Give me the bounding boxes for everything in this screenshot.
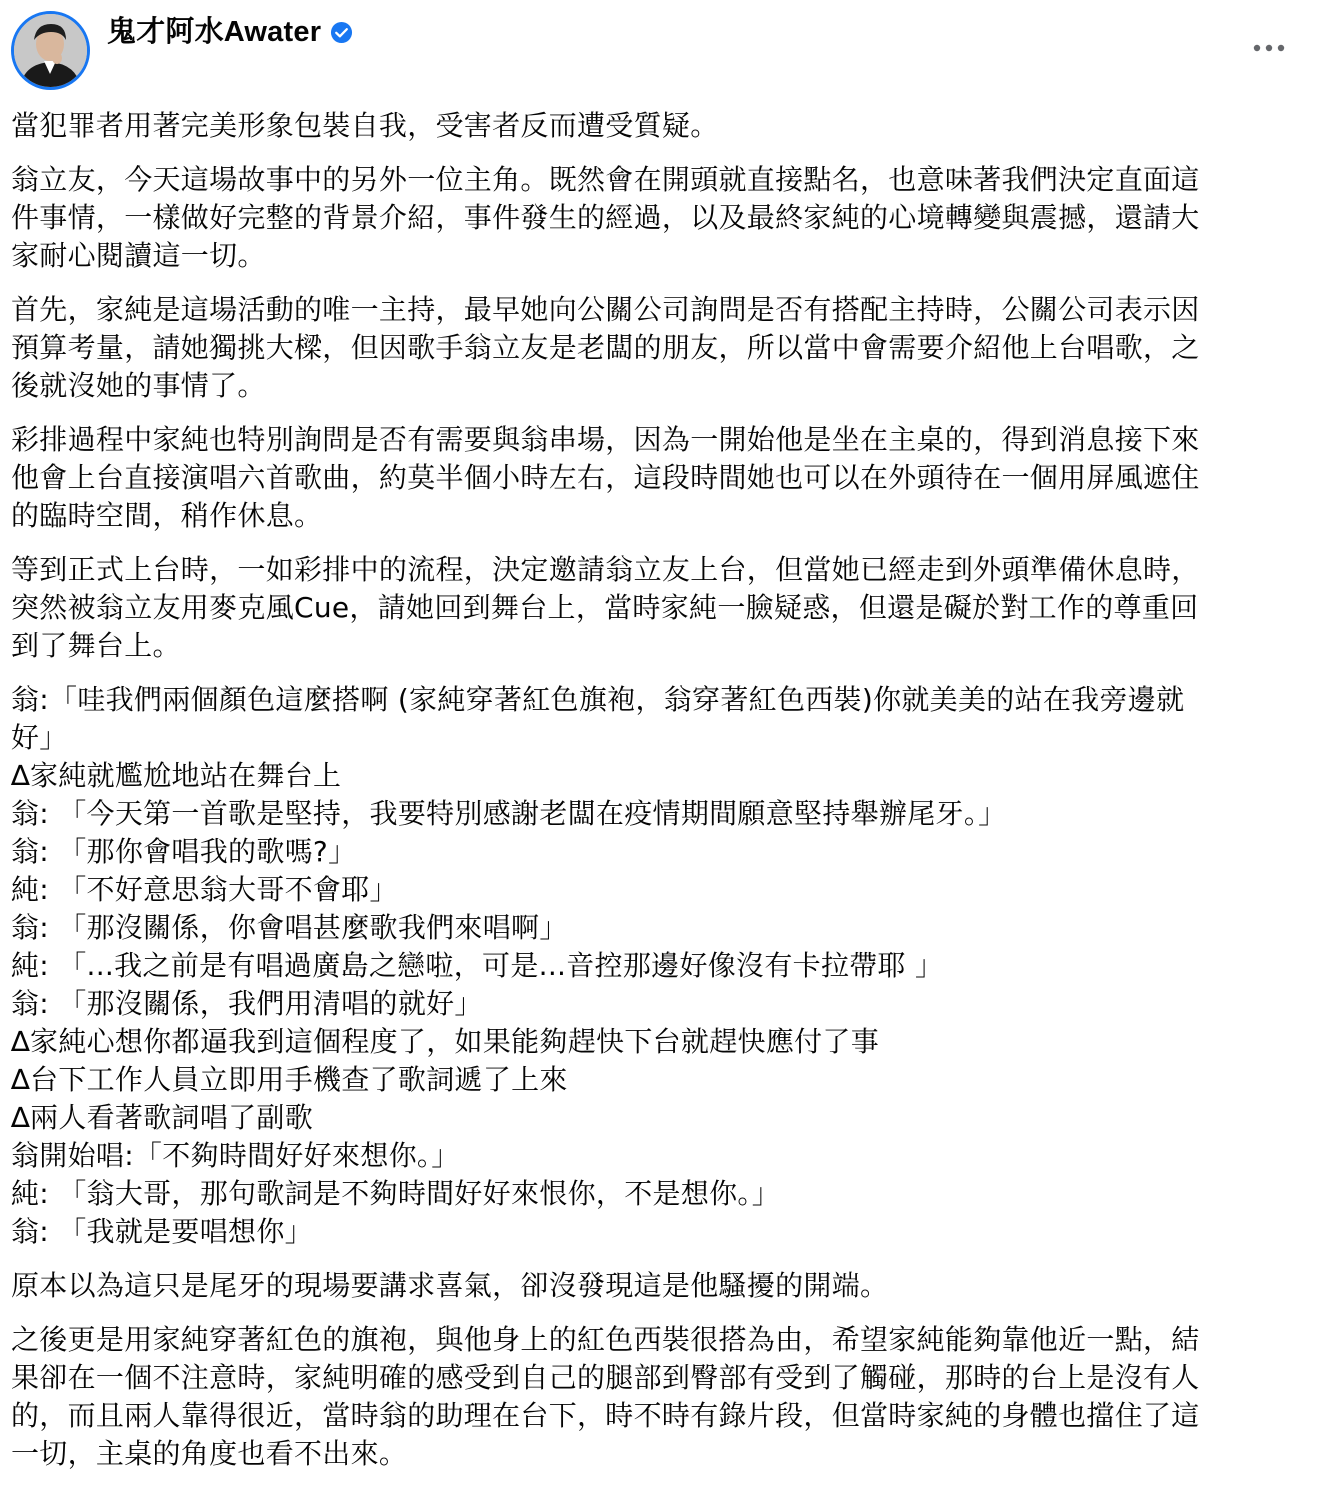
dialogue-line: 翁:「哇我們兩個顏色這麼搭啊 (家純穿著紅色旗袍，翁穿著紅色西裝)你就美美的站在我旁邊就 bbox=[11, 683, 1185, 716]
post-body bbox=[11, 107, 1301, 1489]
dialogue-line: ∆台下工作人員立即用手機查了歌詞遞了上來 bbox=[11, 1063, 568, 1096]
post-header bbox=[0, 0, 1324, 100]
dialogue-line: ∆家純就尷尬地站在舞台上 bbox=[11, 759, 342, 792]
dialogue-line: ∆兩人看著歌詞唱了副歌 bbox=[11, 1101, 314, 1134]
avatar-image bbox=[14, 14, 87, 87]
dialogue-line: 翁: 「那你會唱我的歌嗎?」 bbox=[11, 835, 357, 868]
verified-badge-icon bbox=[330, 21, 353, 44]
post-paragraph-1: 當犯罪者用著完美形象包裝自我，受害者反而遭受質疑。 bbox=[11, 109, 719, 142]
post-paragraph-7: 之後更是用家純穿著紅色的旗袍，與他身上的紅色西裝很搭為由，希望家純能夠靠他近一點，結 果卻在一個不注意時，家純明確的感受到自己的腿部到臀部有受到了觸碰，那時的台上是沒有人 的，而且兩人靠得很近，當時翁的助理在台下，時不時有錄片段，但當時家純的身體也擋住了這 一切，主桌的角度也看不出來。 bbox=[11, 1323, 1200, 1470]
dialogue-line: ∆家純心想你都逼我到這個程度了，如果能夠趕快下台就趕快應付了事 bbox=[11, 1025, 880, 1058]
profile-avatar[interactable] bbox=[11, 11, 90, 90]
dialogue-block bbox=[11, 681, 1301, 1251]
dialogue-line: 翁: 「那沒關係，我們用清唱的就好」 bbox=[11, 987, 483, 1020]
post-paragraph-5: 等到正式上台時，一如彩排中的流程，決定邀請翁立友上台，但當她已經走到外頭準備休息時， 突然被翁立友用麥克風Cue，請她回到舞台上，當時家純一臉疑惑，但還是礙於對工作的尊重回 到了舞台上。 bbox=[11, 553, 1200, 662]
author-row bbox=[107, 13, 353, 51]
more-options-icon[interactable] bbox=[1252, 38, 1286, 58]
dialogue-line: 純: 「不好意思翁大哥不會耶」 bbox=[11, 873, 398, 906]
dialogue-line: 翁開始唱:「不夠時間好好來想你。」 bbox=[11, 1139, 460, 1172]
author-name[interactable]: 鬼才阿水Awater bbox=[107, 16, 322, 48]
dialogue-line: 翁: 「我就是要唱想你」 bbox=[11, 1215, 313, 1248]
dialogue-line: 翁: 「今天第一首歌是堅持，我要特別感謝老闆在疫情期間願意堅持舉辦尾牙。」 bbox=[11, 797, 1007, 830]
post-paragraph-3: 首先，家純是這場活動的唯一主持，最早她向公關公司詢問是否有搭配主持時，公關公司表示因 預算考量，請她獨挑大樑，但因歌手翁立友是老闆的朋友，所以當中會需要介紹他上台唱歌，之 後就沒她的事情了。 bbox=[11, 293, 1200, 402]
dialogue-line: 純: 「翁大哥，那句歌詞是不夠時間好好來恨你，不是想你。」 bbox=[11, 1177, 781, 1210]
post-paragraph-2: 翁立友，今天這場故事中的另外一位主角。既然會在開頭就直接點名，也意味著我們決定直面這 件事情，一樣做好完整的背景介紹，事件發生的經過，以及最終家純的心境轉變與震撼，還請大 家耐心閱讀這一切。 bbox=[11, 163, 1200, 272]
dialogue-line: 翁: 「那沒關係，你會唱甚麼歌我們來唱啊」 bbox=[11, 911, 568, 944]
dialogue-line: 好」 bbox=[11, 721, 68, 754]
post-paragraph-6: 原本以為這只是尾牙的現場要講求喜氣，卻沒發現這是他騷擾的開端。 bbox=[11, 1269, 889, 1302]
dialogue-line: 純: 「...我之前是有唱過廣島之戀啦，可是...音控那邊好像沒有卡拉帶耶 」 bbox=[11, 949, 944, 982]
post-paragraph-4: 彩排過程中家純也特別詢問是否有需要與翁串場，因為一開始他是坐在主桌的，得到消息接下來 他會上台直接演唱六首歌曲，約莫半個小時左右，這段時間她也可以在外頭待在一個用屏風遮住 的臨時空間，稍作休息。 bbox=[11, 423, 1200, 532]
